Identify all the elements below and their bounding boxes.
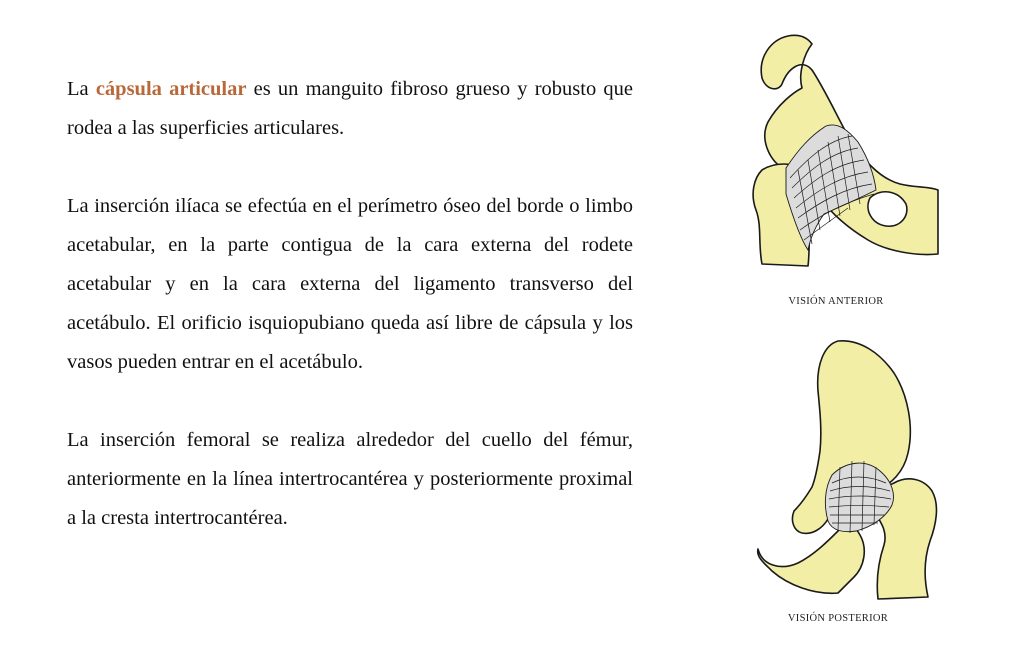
text-column bbox=[67, 70, 633, 577]
posterior-view-illustration bbox=[728, 335, 948, 605]
capsule-term-highlight: cápsula articular bbox=[95, 78, 247, 100]
anterior-view-caption: VISIÓN ANTERIOR bbox=[788, 296, 884, 307]
anterior-view-illustration bbox=[728, 18, 948, 280]
paragraph-iliac-insertion: La inserción ilíaca se efectúa en el perímetro óseo del borde o limbo acetabular, en la parte contigua de la cara externa del rodete acetabular y en la cara externa del ligamento transverso del acetábulo. El orificio isquiopubiano queda así libre de cápsula y los vasos pueden entrar en el acetábulo. bbox=[67, 195, 633, 373]
ischium-bone bbox=[758, 527, 865, 594]
paragraph-femoral-insertion: La inserción femoral se realiza alrededor del cuello del fémur, anteriormente en la línea intertrocantérea y posteriormente proximal a la cresta intertrocantérea. bbox=[67, 429, 633, 529]
obturator-foramen bbox=[868, 192, 907, 226]
paragraph-capsule bbox=[67, 70, 633, 148]
paragraph-capsule-prefix: La bbox=[67, 78, 96, 100]
paragraph-capsule-suffix: es un manguito fibroso grueso y robusto que rodea a las superficies articulares. bbox=[67, 78, 634, 139]
posterior-view-caption: VISIÓN POSTERIOR bbox=[787, 613, 889, 624]
